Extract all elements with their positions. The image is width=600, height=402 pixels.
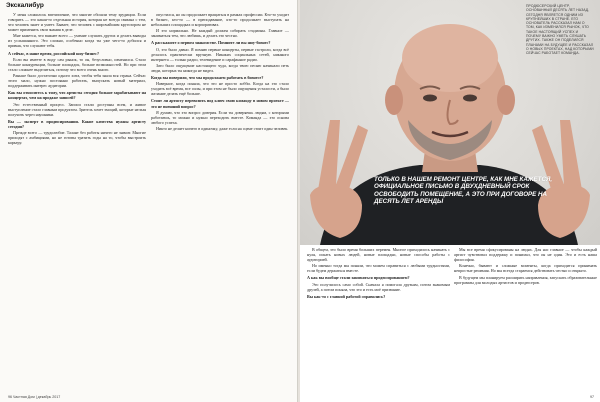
question-paragraph: Вы как-то с главной работой справились? (307, 293, 386, 299)
left-column-2 (151, 12, 289, 132)
body-paragraph: опустился, но он продолжает вращаться в рамках профессии. Кто-то уходит в бизнес, кто-то — в преподавание, кто-то продолжает выступать на небольших площадках и корпоративах. (151, 12, 289, 28)
section-title: Экскалибур (6, 2, 44, 9)
question-paragraph: А сейчас, в наше время, российский шоу-бизнес? (8, 50, 100, 56)
body-paragraph: В будущем мы планируем расширять направления, запускать образовательные программы для молодых артистов и продюсеров. (454, 274, 597, 285)
left-page (0, 0, 298, 402)
body-paragraph: Это получилось само собой. Сначала я помогала друзьям, потом знакомым друзей, а потом поняла, что это и есть моё призвание. (307, 281, 450, 292)
body-paragraph: И это нормально. Не каждый должен собирать стадионы. Главное — заниматься тем, что любишь, и делать это честно. (151, 28, 289, 39)
body-paragraph: Но именно тогда мы поняли, что можем справиться с любыми трудностями, если будем держаться вместе. (307, 263, 450, 274)
body-paragraph: Я думаю, что это вопрос доверия. Если ты доверяешь людям, с которыми работаешь, то можно и нужно переходить вместе. Команда — это основа любого успеха. (151, 109, 289, 125)
question-paragraph: Вы — эксперт в продюсировании. Какие качества нужны артисту сегодня? (8, 118, 146, 129)
intro-text: ПРОДЮСЕРСКИЙ ЦЕНТР, ОСНОВАННЫЙ ДЕСЯТЬ ЛЕТ НАЗАД, СЕГОДНЯ ЯВЛЯЕТСЯ ОДНИМ ИЗ КРУПНЕЙШИХ В СТРАНЕ. ЕГО ОСНОВАТЕЛЬ РАССКАЗАЛ НАМ О ТОМ, КАК ИЗМЕНИЛСЯ РЫНОК, ЧТО ТАКОЕ НАСТОЯЩИЙ УСПЕХ И ПОЧЕМУ ВАЖНО УМЕТЬ СЛУШАТЬ ДРУГИХ. ТАКЖЕ ОН ПОДЕЛИЛСЯ ПЛАНАМИ НА БУДУЩЕЕ И РАССКАЗАЛ О НОВЫХ ПРОЕКТАХ, НАД КОТОРЫМИ СЕЙЧАС РАБОТАЕТ КОМАНДА. (526, 4, 594, 56)
body-paragraph: О, это было давно. Я помню первые концерты, первые гастроли, когда всё делалось практически вручную. Никаких социальных сетей, никакого интернета — только радио, телевидение и сарафанное радио. (151, 46, 289, 62)
question-paragraph: Когда вы поверили, что мы продолжаем работать в бизнесе? (151, 75, 264, 81)
portrait-photo (300, 0, 600, 245)
body-paragraph: Это естественный процесс. Записи стали доступны всем, и живое выступление стало главным продуктом. Зритель хочет эмоций, которые нельзя получить через наушники. (8, 101, 146, 117)
pull-quote: ТОЛЬКО В НАШЕМ РЕМОНТ ЦЕНТРЕ, КАК МНЕ КАЖЕТСЯ, ОФИЦИАЛЬНОЕ ПИСЬМО В ДВУХДНЕВНЫЙ СРОК ОСВОБОДИТЬ ПОМЕЩЕНИЕ, А ЭТО ПРИ ДОГОВОРЕ НА ДЕСЯТЬ ЛЕТ АРЕНДЫ (374, 176, 553, 206)
body-paragraph: Раньше было достаточно одного хита, чтобы тебя знала вся страна. Сейчас этого мало, нужно постоянно работать, выпускать новый материал, поддерживать интерес аудитории. (8, 73, 146, 89)
question-paragraph: Стоят ли артисту перевозить под ключ свою команду в новом проекте — это не внешний вопрос? (151, 98, 289, 109)
left-column-1 (8, 12, 146, 146)
body-paragraph: Мы все время сфокусированы на людях. Для нас главное — чтобы каждый артист чувствовал поддержку и понимал, что он не один. Это и есть наша философия. (454, 247, 597, 263)
body-paragraph: В общем, это было время больших перемен. Многое приходилось начинать с нуля, искать новых людей, новые площадки, новые способы работы с аудиторией. (307, 247, 450, 263)
body-paragraph: Зато было ощущение настоящего чуда, когда твою песню начинали петь люди, которых ты никогда не видел. (151, 62, 289, 74)
right-column-1 (307, 247, 450, 300)
folio-right: 97 (590, 395, 594, 399)
question-paragraph: Как вы относитесь к тому, что артисты сегодня больше зарабатывают на концертах, чем на продаже записей? (8, 90, 146, 101)
body-paragraph: Прежде всего — трудолюбие. Талант без работы ничего не значит. Многие приходят с амбициями, но не готовы тратить годы на то, чтобы выстроить карьеру. (8, 129, 146, 146)
folio-left: 96 Частная Дом | декабрь 2017 (8, 395, 61, 399)
right-column-2 (454, 247, 597, 286)
body-paragraph: Если вы имеете в виду сам рынок, то он, безусловно, изменился. Стало больше конкуренции, больше площадок, больше возможностей. Но при этом стало сложнее выделиться, потому что всего очень много. (8, 56, 146, 72)
question-paragraph: А как вы вообще стали заниматься продюсированием? (307, 275, 410, 281)
body-paragraph: Наверное, когда поняла, что это не просто хобби. Когда на это стало уходить всё время, все силы, и при этом не было ощущения усталости, а было желание делать ещё больше. (151, 81, 289, 97)
body-paragraph: Конечно, бывают и сложные моменты, когда приходится принимать непростые решения. Но мы всегда стараемся действовать честно и открыто. (454, 263, 597, 274)
body-paragraph: Никто не делает ничего в одиночку, даже если на сцене стоит один человек. (156, 126, 289, 132)
body-paragraph: Мне кажется, что важнее всего — умение слушать других и делать выводы из услышанного. Это сложно, особенно когда ты уже чего-то добился и привык, что слушают тебя. (8, 33, 146, 49)
body-paragraph: У меня сложилось впечатление, что многие обошли тему эрудиции. Если говорить — это какая-то отдельная история, которая не всегда связана с тем, что человек знает и умеет. Бывает, что человек с широчайшим кругозором не может применить свои знания в деле. (8, 12, 146, 33)
right-page (300, 0, 600, 402)
question-paragraph: А расскажите о первом знакомстве. Помните ли вы шоу-бизнес? (151, 40, 271, 46)
